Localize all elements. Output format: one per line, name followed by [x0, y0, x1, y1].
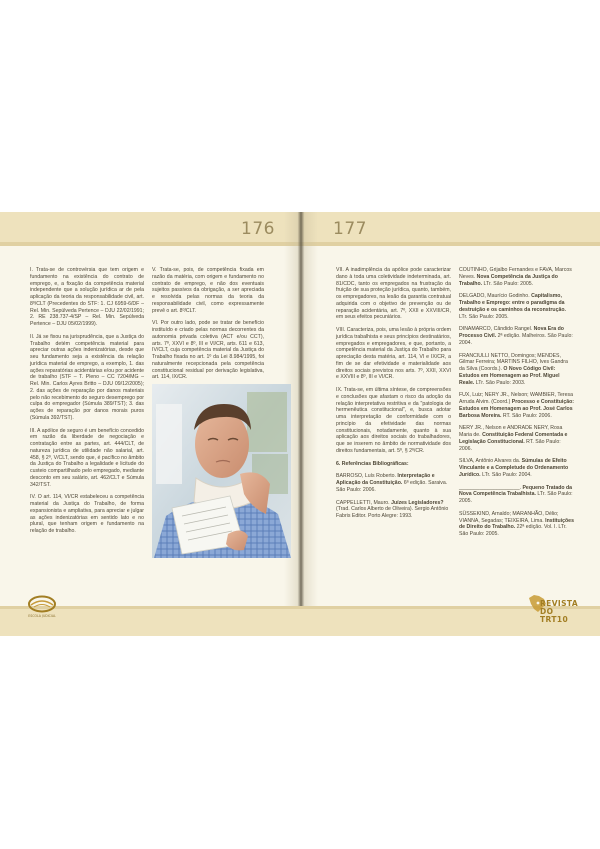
paragraph: VIII. Caracteriza, pois, uma lesão à própria ordem jurídica trabalhista e seus princípios destinatários, empregados e empregadores, e que, portanto, a competência material da Justiça do Trabalho para apreciação desta matéria, art. 114, VI e IX/CR, a fim de se dar efetividade e materialidade aos direitos sociais previstos nos arts. 7º, XXII, XXVI e XXVIII e 8º, III e VI/CR. — [336, 327, 451, 381]
revista-logo-line-1: REVISTA — [540, 599, 579, 608]
reference-item: _____________________. Pequeno Tratado da Nova Competência Trabalhista. LTr. São Paulo: 2005. — [459, 484, 573, 504]
reference-item: SÜSSEKIND, Arnaldo; MARANHÃO, Délio; VIANNA, Segadas; TEIXEIRA, Lima. Instituições de Direito do Trabalho. 22ª edição. Vol. I. LTr. São Paulo: 2005. — [459, 510, 574, 537]
reference-item: COUTINHO, Grijalbo Fernandes e FAVA, Marcos Neves. Nova Competência da Justiça do Trabalho. LTr. São Paulo: 2005. — [459, 267, 572, 287]
paragraph: II. Já se fixou na jurisprudência, que a Justiça do Trabalho detém competência material para apreciar outras ações indenizatórias, desde que seu fundamento seja a existência da relação jurídica material de emprego, a exemplo, 1. das ações reparatórias acidentárias e/ou por acidente de trabalho (STF – T. Pleno – CC 7204/MG – Rel. Min. Carlos Ayres Britto – DJU 09/12/2005); 2. das ações de reparação por danos materiais pelo não recebimento do seguro desemprego por culpa do empregador (Súmula 389/TST); 3. das ações de reparação por danos morais puros (Súmula 392/TST). — [30, 333, 144, 421]
left-page-column-2 — [152, 267, 264, 387]
escola-judicial-logo-text: ESCOLA JUDICIAL — [28, 614, 56, 618]
footer-band — [0, 606, 600, 636]
man-with-neck-brace-photo — [152, 384, 291, 558]
right-page-column-2 — [459, 267, 575, 544]
paragraph: IV. O art. 114, VI/CR estabeleceu a competência material da Justiça do Trabalho, de forma expansionista e ampliativa, para apreciar e julgar as ações indenizatórias em sentido lato e no plural, que tenham origem e fundamento na relação de trabalho. — [30, 494, 144, 534]
paragraph: I. Trata-se de controvérsia que tem origem e fundamento na existência do contrato de emprego, e, a fixação da competência material independente que a solução jurídica ar de pela aplicação da teoria da responsabilidade civil, art. 8º/CLT (Precedentes do STF: 1. CJ 6959-6/DF – Rel. Min. Sepúlveda Pertence – DJU 22/02/1991; 2. RE 238.737-4/SP – Rel. Min. Sepúlveda Pertence – DJU 05/02/1999). — [30, 267, 144, 327]
reference-item: FRANCIULLI NETTO, Domingos; MENDES, Gilmar Ferreira; MARTINS FILHO, Ives Gandra da Silva (Coords.). O Novo Código Civil: Estudos em Homenagem ao Prof. Miguel Reale. LTr. São Paulo: 2003. — [459, 352, 568, 386]
references-heading: 6. Referências Bibliográficas: — [336, 460, 409, 467]
left-page-column-1 — [30, 267, 144, 541]
paragraph: IX. Trata-se, em última síntese, de compreensões e conclusões que afastam o risco da adoção da relação interpretativa restritiva e da "patologia de hermenêutica constitucional", e, busca adotar uma interpretação de conformidade com o princípio da efetividade das normas constitucionais, notadamente, quanto à sua aplicação aos direitos sociais do trabalhadores, que se inserem no âmbito de normatividade dos direitos fundamentais, art. 5º, § 2º/CR. — [336, 387, 451, 454]
reference-item: DELGADO, Maurício Godinho. Capitalismo, Trabalho e Emprego: entre o paradigma da destruição e os caminhos da reconstrução. LTr. São Paulo: 2005. — [459, 293, 566, 320]
left-page-number: 176 — [241, 219, 275, 239]
man-with-neck-brace-icon — [152, 384, 291, 558]
paragraph: III. A apólice de seguro é um benefício concedido em razão da liberdade de negociação e contratação entre as partes, art. 444/CLT, de natureza jurídica de utilidade não salarial, art. 458, § 2º, V/CLT, sendo que, é pacífico no âmbito da Justiça do Trabalho a legalidade e licitude do custeio compartilhado pelo empregado, mediante desconto em seu salário, art. 462/CLT e Súmula 342/TST. — [30, 427, 144, 488]
reference-item: FUX, Luiz; NERY JR., Nelson; WAMBIER, Teresa Arruda Alvim. (Coord.) Processo e Constituição: Estudos em Homenagem ao Prof. José Carlos Barbosa Moreira. RT. São Paulo: 2006. — [459, 392, 575, 419]
paragraph: VI. Por outro lado, pode se tratar de benefício instituído e criado pelas normas decorrentes da autonomia privada coletiva (ACT e/ou CCT), arts. 7º, XXVI e 8º, III e VI/CR, arts. 611 e 613, IV/CLT, cuja competência material da Justiça do Trabalho fixada no art. 1º da Lei 8.984/1995, foi naturalmente recepcionada pela competência constitucional residual por derivação legislativa, art. 114, IX/CR. — [152, 320, 264, 381]
right-page-number: 177 — [333, 219, 367, 239]
right-page-column-1 — [336, 267, 451, 526]
reference-item: CAPPELLETTI, Mauro. Juízes Legisladores? (Trad. Carlos Alberto de Oliveira). Sergio Antônio Fabris Editor. Porto Alegre: 1993. — [336, 499, 449, 519]
revista-trt10-logo — [526, 592, 582, 624]
escola-judicial-logo-icon — [22, 595, 62, 619]
reference-item: SILVA, Antônio Alvares da. Súmulas de Efeito Vinculante e a Completude do Ordenamento Jurídico. LTr. São Paulo: 2004. — [459, 458, 569, 478]
revista-logo-line-2: DO TRT10 — [540, 607, 569, 624]
reference-item: BARROSO, Luís Roberto. Interpretação e Aplicação da Constituição. 6ª edição. Saraiva. São Paulo: 2006. — [336, 473, 448, 493]
paragraph: V. Trata-se, pois, de competência fixada em razão da matéria, com origem e fundamento no contrato de emprego, e não dos eventuais sujeitos passivos da obrigação, a ser apreciada e resolvida pelas normas da teoria da responsabilidade civil, como expressamente prevê o art. 8º/CLT. — [152, 267, 264, 314]
reference-item: DINAMARCO, Cândido Rangel. Nova Era do Processo Civil. 2ª edição. Malheiros. São Paulo: 2004. — [459, 326, 573, 346]
paragraph: VII. A inadimplência da apólice pode caracterizar dano à toda uma coletividade indeterminada, art. 81/CDC, tanto os empregados na frustração da fruição de sua proteção jurídica, quanto, também, os empregadores, na lesão da garantia contratual adquirida com o objetivo de prevenção ou de reparação acidentária, art. 7º, XXII e XXVIII/CR, em seus efeitos pecuniários. — [336, 267, 451, 321]
reference-item: NERY JR., Nelson e ANDRADE NERY, Rosa Maria de. Constituição Federal Comentada e Legislação Constitucional. RT. São Paulo: 2006. — [459, 425, 568, 452]
magazine-spread — [0, 212, 600, 636]
